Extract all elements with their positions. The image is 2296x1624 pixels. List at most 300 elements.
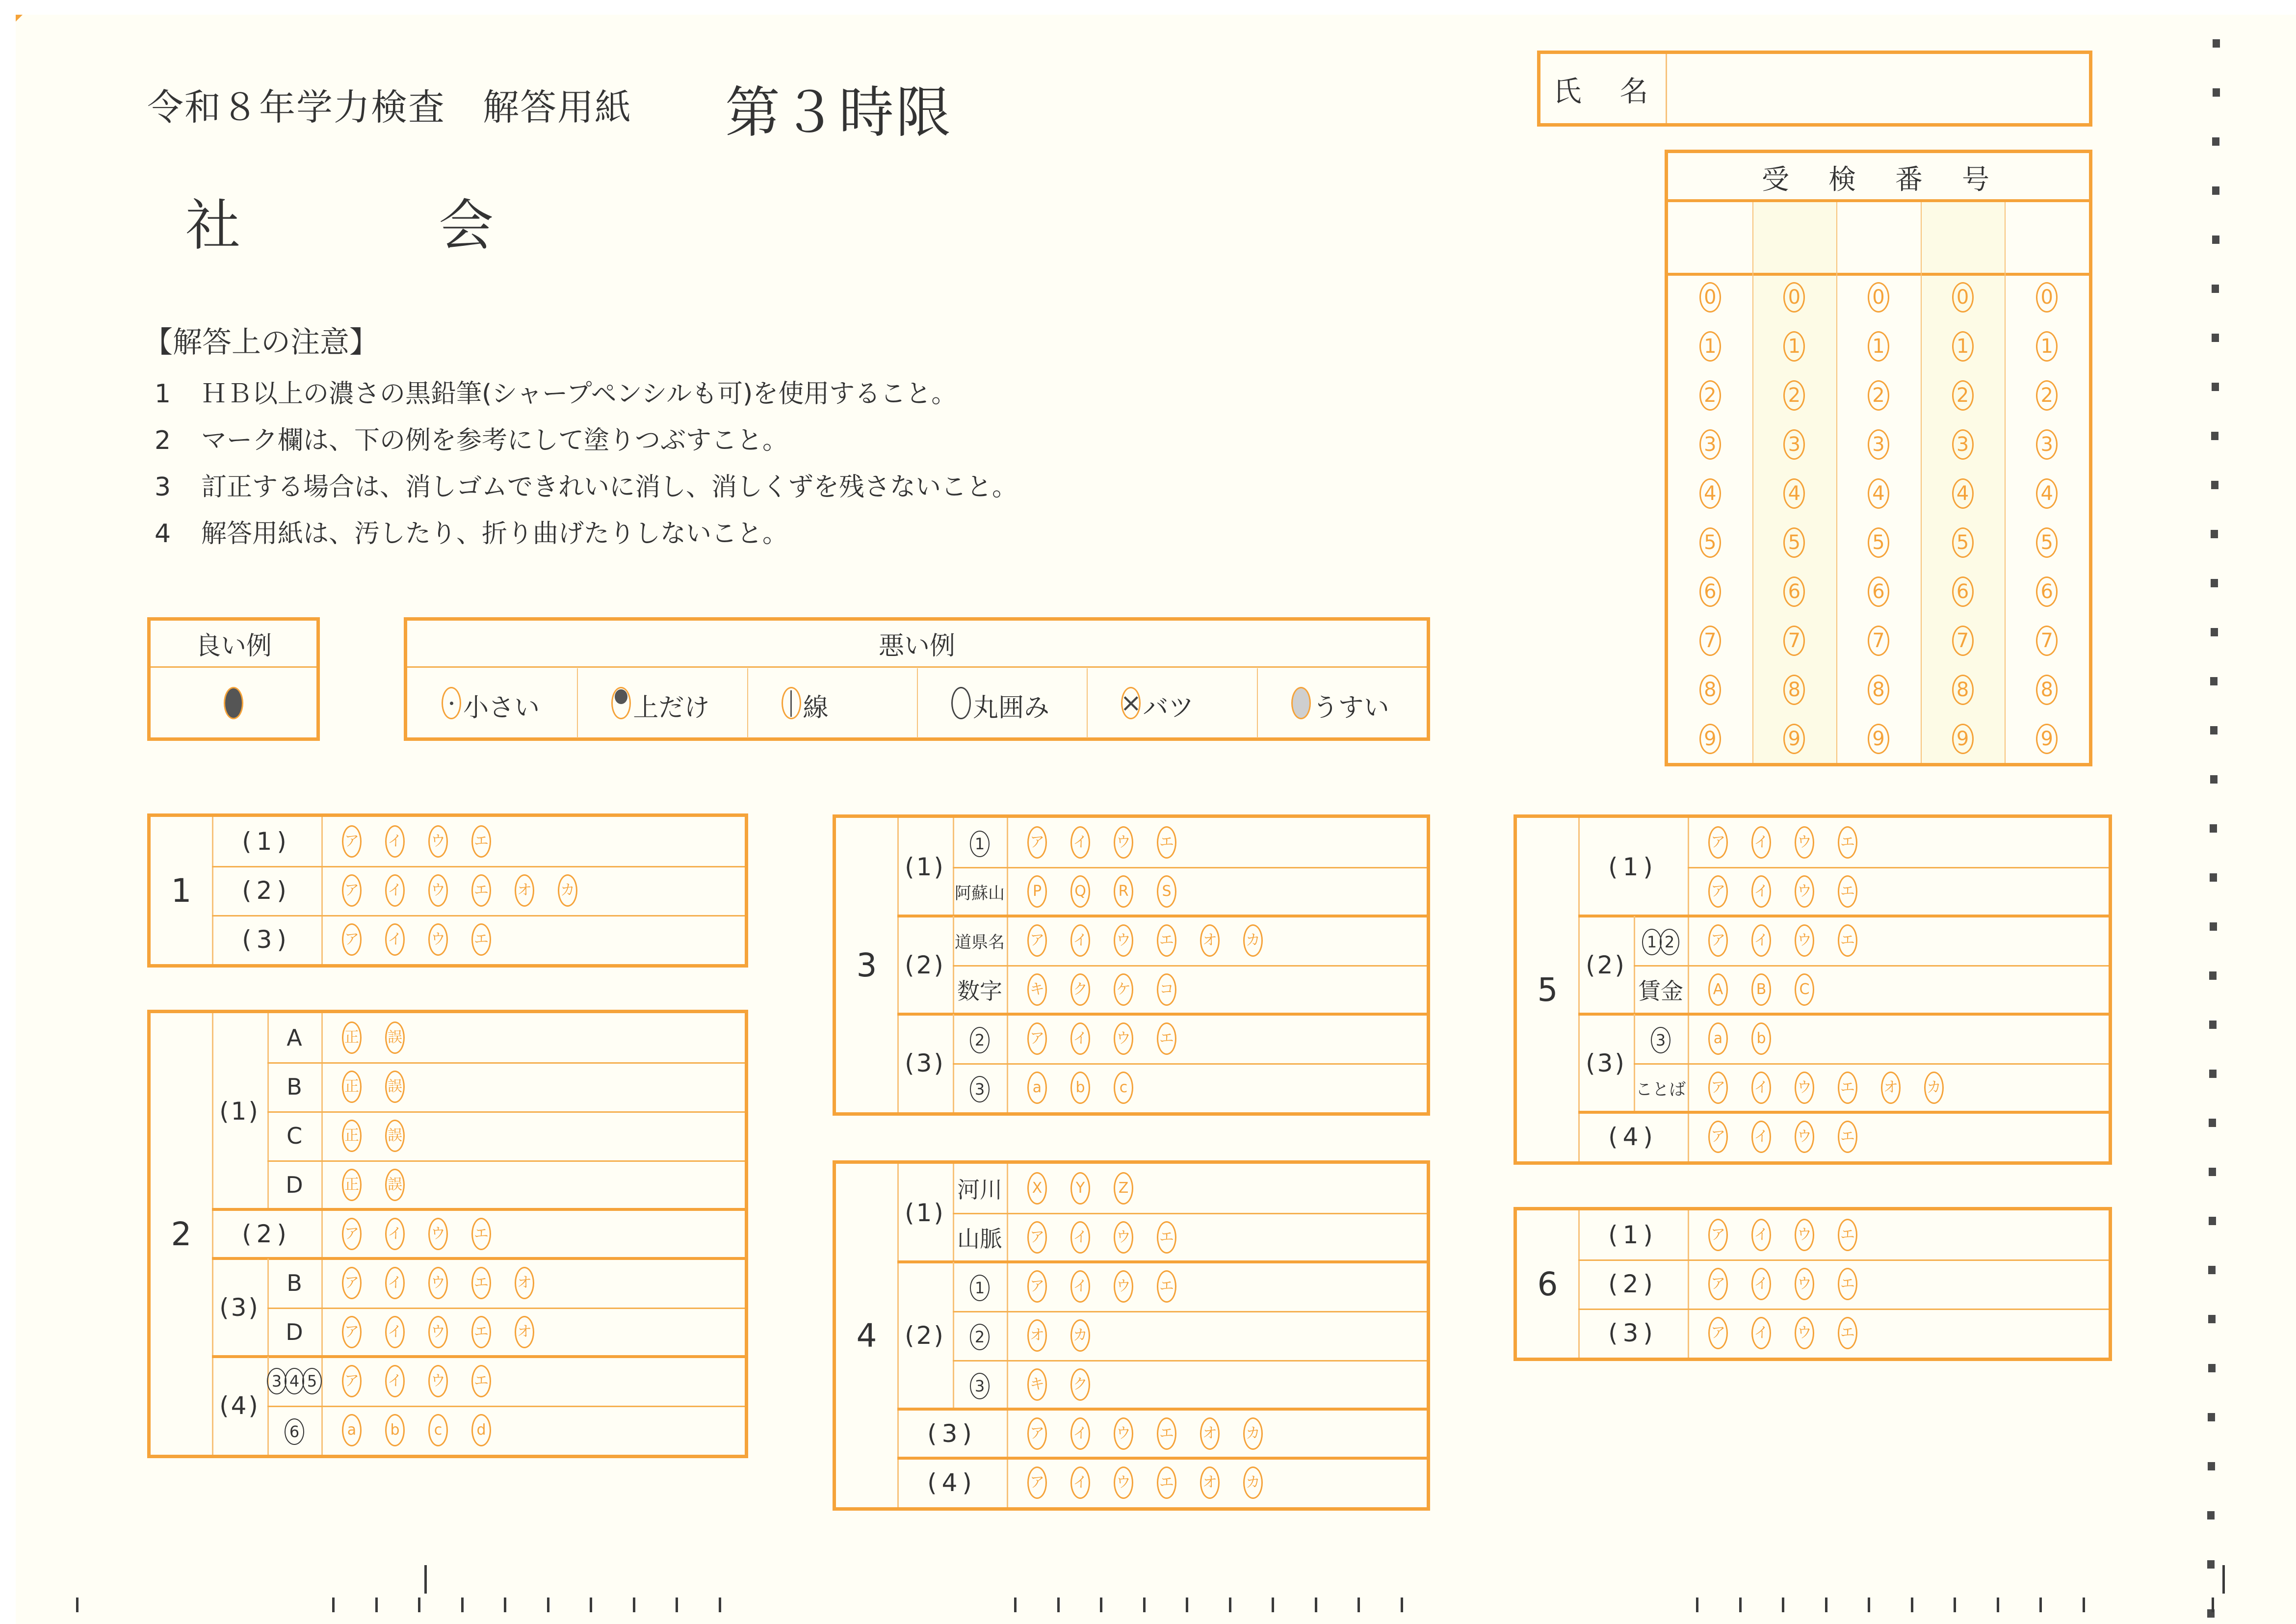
answer-bubble[interactable]: ウ bbox=[428, 1316, 448, 1348]
answer-bubble[interactable]: エ bbox=[1157, 1270, 1176, 1303]
answer-bubble[interactable]: イ bbox=[1751, 1317, 1771, 1349]
answer-bubble[interactable]: エ bbox=[1157, 826, 1176, 859]
answer-bubble[interactable]: イ bbox=[1070, 1022, 1090, 1055]
exam-digit-bubble[interactable]: 7 bbox=[1783, 626, 1805, 656]
answer-bubble[interactable]: 誤 bbox=[385, 1071, 405, 1103]
answer-bubble[interactable]: b bbox=[385, 1414, 405, 1446]
sub-question-label: (1) bbox=[219, 1097, 260, 1126]
note-text: 訂正する場合は、消しゴムできれいに消し、消しくずを残さないこと。 bbox=[201, 472, 1018, 502]
answer-bubble[interactable]: イ bbox=[1070, 1417, 1090, 1450]
sub-item-label: 山脈 bbox=[957, 1226, 1002, 1252]
exam-digit-bubble[interactable]: 8 bbox=[1952, 675, 1974, 705]
timing-mark bbox=[2212, 186, 2219, 195]
row-divider bbox=[267, 1308, 745, 1309]
answer-bubble[interactable]: エ bbox=[471, 923, 491, 956]
answer-bubble[interactable]: ア bbox=[1708, 875, 1728, 908]
sub-question-label: (3) bbox=[1586, 1049, 1626, 1077]
answer-bubble[interactable]: エ bbox=[471, 874, 491, 907]
answer-bubble[interactable]: ア bbox=[1708, 1072, 1728, 1104]
answer-bubble[interactable]: イ bbox=[385, 1267, 405, 1299]
answer-bubble[interactable]: 正 bbox=[342, 1169, 362, 1201]
answer-bubble[interactable]: ア bbox=[1027, 1022, 1047, 1055]
sub-question-label: (2) bbox=[1586, 951, 1626, 979]
answer-bubble[interactable]: ア bbox=[342, 923, 362, 956]
answer-bubble[interactable]: イ bbox=[1751, 1072, 1771, 1104]
answer-bubble[interactable]: イ bbox=[1751, 826, 1771, 859]
exam-column-divider bbox=[2005, 202, 2006, 763]
sub-question-label: (4) bbox=[1608, 1123, 1658, 1151]
exam-digit-bubble[interactable]: 4 bbox=[1783, 478, 1805, 509]
timing-mark bbox=[2212, 334, 2219, 342]
answer-bubble[interactable]: ウ bbox=[1795, 1072, 1814, 1104]
row-divider bbox=[953, 1360, 1427, 1362]
exam-digit-write-cell[interactable] bbox=[1754, 203, 1835, 272]
exam-digit-bubble[interactable]: 5 bbox=[1783, 527, 1805, 558]
exam-digit-write-cell[interactable] bbox=[2007, 203, 2087, 272]
answer-bubble[interactable]: 正 bbox=[342, 1071, 362, 1103]
bottom-timing-mark bbox=[375, 1598, 378, 1612]
answer-bubble[interactable]: d bbox=[471, 1414, 491, 1446]
answer-bubble[interactable]: ア bbox=[1027, 1467, 1047, 1499]
timing-mark bbox=[2209, 1021, 2217, 1029]
exam-digit-bubble[interactable]: 2 bbox=[2036, 380, 2058, 411]
note-number: 1 bbox=[155, 379, 171, 409]
row-divider bbox=[1688, 867, 2109, 868]
answer-bubble[interactable]: c bbox=[1114, 1072, 1133, 1104]
answer-bubble[interactable]: ウ bbox=[428, 825, 448, 858]
note-text: ＨＢ以上の濃さの黒鉛筆(シャープペンシルも可)を使用すること。 bbox=[201, 379, 957, 409]
bad-example-label: バツ bbox=[1143, 693, 1194, 723]
exam-digit-bubble[interactable]: 1 bbox=[1783, 331, 1805, 362]
exam-digit-write-cell[interactable] bbox=[1923, 203, 2003, 272]
answer-bubble[interactable]: エ bbox=[471, 825, 491, 858]
answer-bubble[interactable]: ア bbox=[1708, 924, 1728, 957]
exam-digit-bubble[interactable]: 8 bbox=[1783, 675, 1805, 705]
timing-mark bbox=[2207, 1511, 2215, 1519]
answer-bubble[interactable]: イ bbox=[385, 923, 405, 956]
bad-examples-divider bbox=[407, 666, 1427, 668]
answer-bubble[interactable]: オ bbox=[515, 874, 534, 907]
sub-item-circled-label bbox=[267, 1357, 321, 1406]
answer-bubble[interactable]: ウ bbox=[1114, 1221, 1133, 1254]
answer-bubble[interactable]: ク bbox=[1070, 973, 1090, 1006]
answer-bubble[interactable]: エ bbox=[471, 1365, 491, 1397]
sub-item-circled-label bbox=[1634, 1014, 1688, 1063]
answer-bubble[interactable]: a bbox=[1027, 1072, 1047, 1104]
sheet-title: 令和８年学力検査 解答用紙 bbox=[147, 86, 632, 129]
exam-digit-bubble[interactable]: 3 bbox=[2036, 429, 2058, 460]
sub-question-label: (3) bbox=[927, 1419, 977, 1448]
answer-bubble[interactable]: イ bbox=[1751, 1121, 1771, 1153]
answer-bubble[interactable]: イ bbox=[1070, 1221, 1090, 1254]
sub-item-label: D bbox=[286, 1172, 303, 1198]
exam-digit-bubble[interactable]: 9 bbox=[1783, 724, 1805, 754]
answer-bubble[interactable]: エ bbox=[1838, 1317, 1857, 1349]
exam-digit-bubble[interactable]: 9 bbox=[1868, 724, 1889, 754]
bubble-column-divider bbox=[321, 1013, 323, 1455]
answer-bubble[interactable]: エ bbox=[1838, 924, 1857, 957]
bottom-timing-mark bbox=[1401, 1598, 1403, 1612]
exam-digit-bubble[interactable]: 6 bbox=[1868, 576, 1889, 607]
exam-digit-bubble[interactable]: 1 bbox=[1952, 331, 1974, 362]
exam-digit-bubble[interactable]: 0 bbox=[1868, 282, 1889, 313]
answer-bubble[interactable]: カ bbox=[1924, 1072, 1944, 1104]
sub-item-circled-label bbox=[953, 1014, 1007, 1063]
line-bubble-icon bbox=[782, 687, 801, 719]
row-divider bbox=[267, 1406, 745, 1407]
answer-bubble[interactable]: ア bbox=[1708, 1268, 1728, 1300]
exam-digit-bubble[interactable]: 2 bbox=[1783, 380, 1805, 411]
bottom-timing-mark bbox=[2212, 1598, 2214, 1612]
answer-bubble[interactable]: ウ bbox=[428, 1218, 448, 1250]
sub-item-label: C bbox=[286, 1123, 303, 1149]
answer-bubble[interactable]: ウ bbox=[1114, 1022, 1133, 1055]
answer-bubble[interactable]: エ bbox=[1838, 1072, 1857, 1104]
answer-bubble[interactable]: エ bbox=[1838, 1268, 1857, 1300]
timing-mark bbox=[2209, 1119, 2216, 1127]
answer-bubble[interactable]: ア bbox=[1027, 1270, 1047, 1303]
answer-bubble[interactable]: イ bbox=[1751, 924, 1771, 957]
answer-bubble[interactable]: イ bbox=[385, 825, 405, 858]
answer-bubble[interactable]: 正 bbox=[342, 1120, 362, 1152]
exam-digit-bubble[interactable]: 4 bbox=[1699, 478, 1721, 509]
answer-bubble[interactable]: ウ bbox=[1795, 924, 1814, 957]
bad-example-label: 上だけ bbox=[633, 693, 710, 723]
exam-digit-bubble[interactable]: 8 bbox=[2036, 675, 2058, 705]
answer-bubble[interactable]: エ bbox=[471, 1218, 491, 1250]
exam-digit-bubble[interactable]: 0 bbox=[1952, 282, 1974, 313]
answer-bubble[interactable]: エ bbox=[1838, 826, 1857, 859]
answer-bubble[interactable]: キ bbox=[1027, 973, 1047, 1006]
answer-bubble[interactable]: 誤 bbox=[385, 1120, 405, 1152]
exam-digit-bubble[interactable]: 5 bbox=[1868, 527, 1889, 558]
row-divider bbox=[1634, 965, 2109, 967]
exam-digit-bubble[interactable]: 5 bbox=[2036, 527, 2058, 558]
timing-mark bbox=[2211, 579, 2218, 587]
exam-digit-bubble[interactable]: 6 bbox=[1699, 576, 1721, 607]
timing-mark bbox=[2208, 1266, 2216, 1274]
exam-digit-write-cell[interactable] bbox=[1670, 203, 1750, 272]
sub-item-circled-label bbox=[953, 1063, 1007, 1112]
answer-bubble[interactable]: ア bbox=[342, 1316, 362, 1348]
answer-bubble[interactable]: S bbox=[1157, 875, 1176, 908]
row-divider bbox=[267, 1111, 745, 1113]
note-text: マーク欄は、下の例を参考にして塗りつぶすこと。 bbox=[201, 426, 788, 455]
answer-bubble[interactable]: ウ bbox=[1114, 1270, 1133, 1303]
answer-bubble[interactable]: エ bbox=[471, 1267, 491, 1299]
answer-bubble[interactable]: P bbox=[1027, 875, 1047, 908]
answer-bubble[interactable]: ウ bbox=[1795, 1317, 1814, 1349]
exam-digit-bubble[interactable]: 5 bbox=[1952, 527, 1974, 558]
bottom-timing-mark bbox=[1357, 1598, 1360, 1612]
notes-heading: 【解答上の注意】 bbox=[143, 325, 379, 360]
sub-item-circled-label bbox=[953, 1262, 1007, 1311]
timing-mark bbox=[2212, 383, 2219, 391]
question-number: 4 bbox=[856, 1316, 877, 1355]
answer-bubble[interactable]: ウ bbox=[1795, 826, 1814, 859]
answer-bubble[interactable]: ア bbox=[1027, 826, 1047, 859]
exam-digit-bubble[interactable]: 0 bbox=[1699, 282, 1721, 313]
answer-bubble[interactable]: ウ bbox=[428, 923, 448, 956]
answer-bubble[interactable]: 正 bbox=[342, 1022, 362, 1054]
circled-number: 3 bbox=[267, 1368, 287, 1394]
exam-digit-bubble[interactable]: 7 bbox=[1699, 626, 1721, 656]
sub-question-label: (2) bbox=[905, 951, 945, 979]
answer-bubble[interactable]: イ bbox=[385, 1365, 405, 1397]
exam-write-divider bbox=[1668, 273, 2089, 276]
answer-bubble[interactable]: カ bbox=[558, 874, 577, 907]
exam-digit-bubble[interactable]: 8 bbox=[1868, 675, 1889, 705]
bottom-timing-mark bbox=[1100, 1598, 1102, 1612]
exam-digit-bubble[interactable]: 4 bbox=[1868, 478, 1889, 509]
answer-bubble[interactable]: カ bbox=[1070, 1319, 1090, 1352]
answer-bubble[interactable]: ア bbox=[1027, 1417, 1047, 1450]
answer-bubble[interactable]: ア bbox=[1027, 1221, 1047, 1254]
answer-bubble[interactable]: エ bbox=[1157, 1467, 1176, 1499]
answer-bubble[interactable]: Z bbox=[1114, 1172, 1133, 1205]
circled-number: 2 bbox=[970, 1324, 990, 1350]
period-label: 第３時限 bbox=[725, 81, 953, 145]
name-box-divider bbox=[1666, 54, 1667, 123]
bottom-timing-mark bbox=[1739, 1598, 1742, 1612]
bottom-timing-mark bbox=[332, 1598, 335, 1612]
answer-bubble[interactable]: ウ bbox=[1114, 1467, 1133, 1499]
sub-item-label: A bbox=[287, 1024, 302, 1051]
bottom-timing-mark bbox=[1782, 1598, 1784, 1612]
answer-bubble[interactable]: ウ bbox=[428, 874, 448, 907]
answer-bubble[interactable]: カ bbox=[1243, 924, 1263, 957]
answer-bubble[interactable]: ク bbox=[1070, 1368, 1090, 1401]
note-number: 3 bbox=[155, 472, 171, 502]
exam-digit-bubble[interactable]: 3 bbox=[1783, 429, 1805, 460]
answer-bubble[interactable]: イ bbox=[1070, 1270, 1090, 1303]
answer-bubble[interactable]: エ bbox=[1157, 1221, 1176, 1254]
answer-bubble[interactable]: ア bbox=[1708, 826, 1728, 859]
note-number: 2 bbox=[155, 426, 171, 455]
answer-bubble[interactable]: 誤 bbox=[385, 1169, 405, 1201]
circled-number: 1 bbox=[1642, 929, 1662, 955]
exam-digit-bubble[interactable]: 3 bbox=[1952, 429, 1974, 460]
exam-digit-bubble[interactable]: 2 bbox=[1868, 380, 1889, 411]
question-number: 3 bbox=[856, 946, 877, 984]
answer-bubble[interactable]: ア bbox=[342, 1365, 362, 1397]
answer-bubble[interactable]: Q bbox=[1070, 875, 1090, 908]
exam-digit-bubble[interactable]: 6 bbox=[2036, 576, 2058, 607]
answer-bubble[interactable]: a bbox=[342, 1414, 362, 1446]
exam-digit-bubble[interactable]: 8 bbox=[1699, 675, 1721, 705]
row-divider bbox=[1634, 1063, 2109, 1065]
answer-bubble[interactable]: カ bbox=[1243, 1417, 1263, 1450]
answer-bubble[interactable]: A bbox=[1708, 973, 1728, 1006]
good-example-label: 良い例 bbox=[195, 631, 272, 661]
answer-bubble[interactable]: オ bbox=[1200, 1417, 1220, 1450]
exam-digit-bubble[interactable]: 1 bbox=[1868, 331, 1889, 362]
exam-digit-bubble[interactable]: 5 bbox=[1699, 527, 1721, 558]
exam-digit-bubble[interactable]: 1 bbox=[2036, 331, 2058, 362]
note-number: 4 bbox=[155, 519, 171, 549]
bottom-tall-mark bbox=[2222, 1565, 2225, 1594]
answer-bubble[interactable]: エ bbox=[1157, 1417, 1176, 1450]
question-number: 1 bbox=[171, 871, 192, 910]
sub-question-label: (4) bbox=[927, 1468, 977, 1497]
sub-item-label: ことば bbox=[1636, 1079, 1686, 1100]
answer-bubble[interactable]: イ bbox=[1070, 1467, 1090, 1499]
exam-digit-bubble[interactable]: 4 bbox=[2036, 478, 2058, 509]
row-divider bbox=[953, 867, 1427, 868]
exam-digit-bubble[interactable]: 3 bbox=[1699, 429, 1721, 460]
timing-mark bbox=[2209, 1168, 2216, 1176]
answer-bubble[interactable]: エ bbox=[1157, 1022, 1176, 1055]
bad-example-label: 線 bbox=[803, 693, 829, 723]
sub-question-label: (2) bbox=[1608, 1270, 1658, 1298]
sub-question-label: (1) bbox=[1608, 1221, 1658, 1249]
answer-bubble[interactable]: イ bbox=[385, 1316, 405, 1348]
subject-title: 社 会 bbox=[185, 194, 523, 258]
answer-bubble[interactable]: ア bbox=[342, 874, 362, 907]
bad-example-divider bbox=[747, 668, 748, 738]
sub-item-circled-label bbox=[953, 1311, 1007, 1360]
exam-digit-bubble[interactable]: 7 bbox=[1952, 626, 1974, 656]
bottom-timing-mark bbox=[1186, 1598, 1188, 1612]
corner-mark bbox=[16, 15, 23, 22]
answer-bubble[interactable]: ア bbox=[342, 1267, 362, 1299]
answer-bubble[interactable]: ウ bbox=[428, 1365, 448, 1397]
answer-bubble[interactable]: C bbox=[1795, 973, 1814, 1006]
answer-bubble[interactable]: イ bbox=[385, 1218, 405, 1250]
answer-bubble[interactable]: ア bbox=[342, 1218, 362, 1250]
bad-example-divider bbox=[1257, 668, 1258, 738]
answer-bubble[interactable]: B bbox=[1751, 973, 1771, 1006]
cross-bubble-icon: × bbox=[1121, 687, 1141, 719]
answer-bubble[interactable]: X bbox=[1027, 1172, 1047, 1205]
sub-item-label: B bbox=[287, 1074, 302, 1100]
answer-bubble[interactable]: ア bbox=[1708, 1121, 1728, 1153]
exam-digit-bubble[interactable]: 7 bbox=[2036, 626, 2058, 656]
answer-bubble[interactable]: オ bbox=[1881, 1072, 1901, 1104]
name-label: 氏 名 bbox=[1553, 74, 1653, 108]
sub-question-label: (2) bbox=[242, 876, 291, 905]
answer-bubble[interactable]: キ bbox=[1027, 1368, 1047, 1401]
answer-bubble[interactable]: イ bbox=[1751, 875, 1771, 908]
answer-bubble[interactable]: ウ bbox=[1795, 1219, 1814, 1251]
answer-bubble[interactable]: c bbox=[428, 1414, 448, 1446]
bottom-tall-mark bbox=[424, 1565, 427, 1594]
answer-bubble[interactable]: オ bbox=[515, 1267, 534, 1299]
answer-bubble[interactable]: 誤 bbox=[385, 1022, 405, 1054]
exam-digit-bubble[interactable]: 6 bbox=[1952, 576, 1974, 607]
answer-bubble[interactable]: R bbox=[1114, 875, 1133, 908]
answer-bubble[interactable]: ア bbox=[342, 825, 362, 858]
exam-digit-bubble[interactable]: 4 bbox=[1952, 478, 1974, 509]
bad-example-divider bbox=[917, 668, 918, 738]
bottom-timing-mark bbox=[76, 1598, 78, 1612]
bottom-timing-mark bbox=[2083, 1598, 2085, 1612]
answer-bubble[interactable]: ケ bbox=[1114, 973, 1133, 1006]
sub-question-label: (1) bbox=[242, 827, 291, 856]
answer-bubble[interactable]: カ bbox=[1243, 1467, 1263, 1499]
answer-bubble[interactable]: イ bbox=[385, 874, 405, 907]
answer-bubble[interactable]: エ bbox=[1838, 1219, 1857, 1251]
bad-examples-label: 悪い例 bbox=[878, 631, 955, 661]
exam-digit-bubble[interactable]: 7 bbox=[1868, 626, 1889, 656]
answer-bubble[interactable]: ウ bbox=[1795, 875, 1814, 908]
answer-bubble[interactable]: a bbox=[1708, 1022, 1728, 1055]
exam-digit-bubble[interactable]: 2 bbox=[1699, 380, 1721, 411]
answer-bubble[interactable]: エ bbox=[1838, 1121, 1857, 1153]
circled-number: 1 bbox=[970, 831, 990, 857]
bad-example-divider bbox=[1087, 668, 1088, 738]
answer-bubble[interactable]: イ bbox=[1751, 1268, 1771, 1300]
circled-number: 4 bbox=[285, 1368, 304, 1394]
bottom-timing-mark bbox=[547, 1598, 549, 1612]
answer-bubble[interactable]: Y bbox=[1070, 1172, 1090, 1205]
timing-mark bbox=[2208, 1413, 2215, 1421]
answer-bubble[interactable]: ウ bbox=[1114, 924, 1133, 957]
sub-item-circled-label bbox=[953, 818, 1007, 867]
answer-bubble[interactable]: ウ bbox=[1795, 1268, 1814, 1300]
bubble-column-divider bbox=[1007, 1164, 1008, 1507]
bottom-timing-mark bbox=[1014, 1598, 1017, 1612]
answer-bubble[interactable]: ア bbox=[1708, 1219, 1728, 1251]
sub-item-circled-label bbox=[1634, 916, 1688, 965]
circled-number: 1 bbox=[970, 1275, 990, 1301]
sub-item-label: 数字 bbox=[957, 978, 1002, 1004]
answer-bubble[interactable]: ウ bbox=[428, 1267, 448, 1299]
answer-bubble[interactable]: ウ bbox=[1114, 826, 1133, 859]
answer-bubble[interactable]: イ bbox=[1070, 826, 1090, 859]
answer-bubble[interactable]: コ bbox=[1157, 973, 1176, 1006]
answer-bubble[interactable]: オ bbox=[515, 1316, 534, 1348]
exam-digit-bubble[interactable]: 9 bbox=[2036, 724, 2058, 754]
exam-digit-bubble[interactable]: 1 bbox=[1699, 331, 1721, 362]
exam-digit-bubble[interactable]: 0 bbox=[2036, 282, 2058, 313]
answer-bubble[interactable]: ア bbox=[1027, 924, 1047, 957]
answer-bubble[interactable]: ア bbox=[1708, 1317, 1728, 1349]
answer-bubble[interactable]: b bbox=[1751, 1022, 1771, 1055]
answer-bubble[interactable]: イ bbox=[1751, 1219, 1771, 1251]
exam-digit-bubble[interactable]: 9 bbox=[1699, 724, 1721, 754]
answer-bubble[interactable]: エ bbox=[471, 1316, 491, 1348]
exam-digit-bubble[interactable]: 9 bbox=[1952, 724, 1974, 754]
sub-question-label: (3) bbox=[242, 925, 291, 954]
answer-bubble[interactable]: オ bbox=[1200, 1467, 1220, 1499]
answer-bubble[interactable]: ウ bbox=[1114, 1417, 1133, 1450]
answer-bubble[interactable]: ウ bbox=[1795, 1121, 1814, 1153]
circled-number: 3 bbox=[970, 1373, 990, 1399]
answer-bubble[interactable]: オ bbox=[1027, 1319, 1047, 1352]
bottom-timing-mark bbox=[1057, 1598, 1060, 1612]
exam-digit-bubble[interactable]: 0 bbox=[1783, 282, 1805, 313]
sub-item-circled-label bbox=[953, 1360, 1007, 1409]
answer-bubble[interactable]: b bbox=[1070, 1072, 1090, 1104]
question-number: 5 bbox=[1537, 970, 1558, 1009]
small-dot-bubble-icon bbox=[442, 687, 461, 719]
timing-mark bbox=[2212, 137, 2219, 146]
exam-digit-write-cell[interactable] bbox=[1838, 203, 1919, 272]
name-input[interactable] bbox=[1673, 59, 2087, 119]
answer-bubble[interactable]: イ bbox=[1070, 924, 1090, 957]
exam-digit-bubble[interactable]: 3 bbox=[1868, 429, 1889, 460]
bottom-timing-mark bbox=[1997, 1598, 1999, 1612]
exam-digit-bubble[interactable]: 6 bbox=[1783, 576, 1805, 607]
answer-bubble[interactable]: エ bbox=[1157, 924, 1176, 957]
exam-digit-bubble[interactable]: 2 bbox=[1952, 380, 1974, 411]
bad-example-label: うすい bbox=[1312, 693, 1389, 723]
answer-bubble[interactable]: オ bbox=[1200, 924, 1220, 957]
answer-bubble[interactable]: エ bbox=[1838, 875, 1857, 908]
bad-example-divider bbox=[577, 668, 578, 738]
sub-item-circled-label bbox=[267, 1406, 321, 1455]
